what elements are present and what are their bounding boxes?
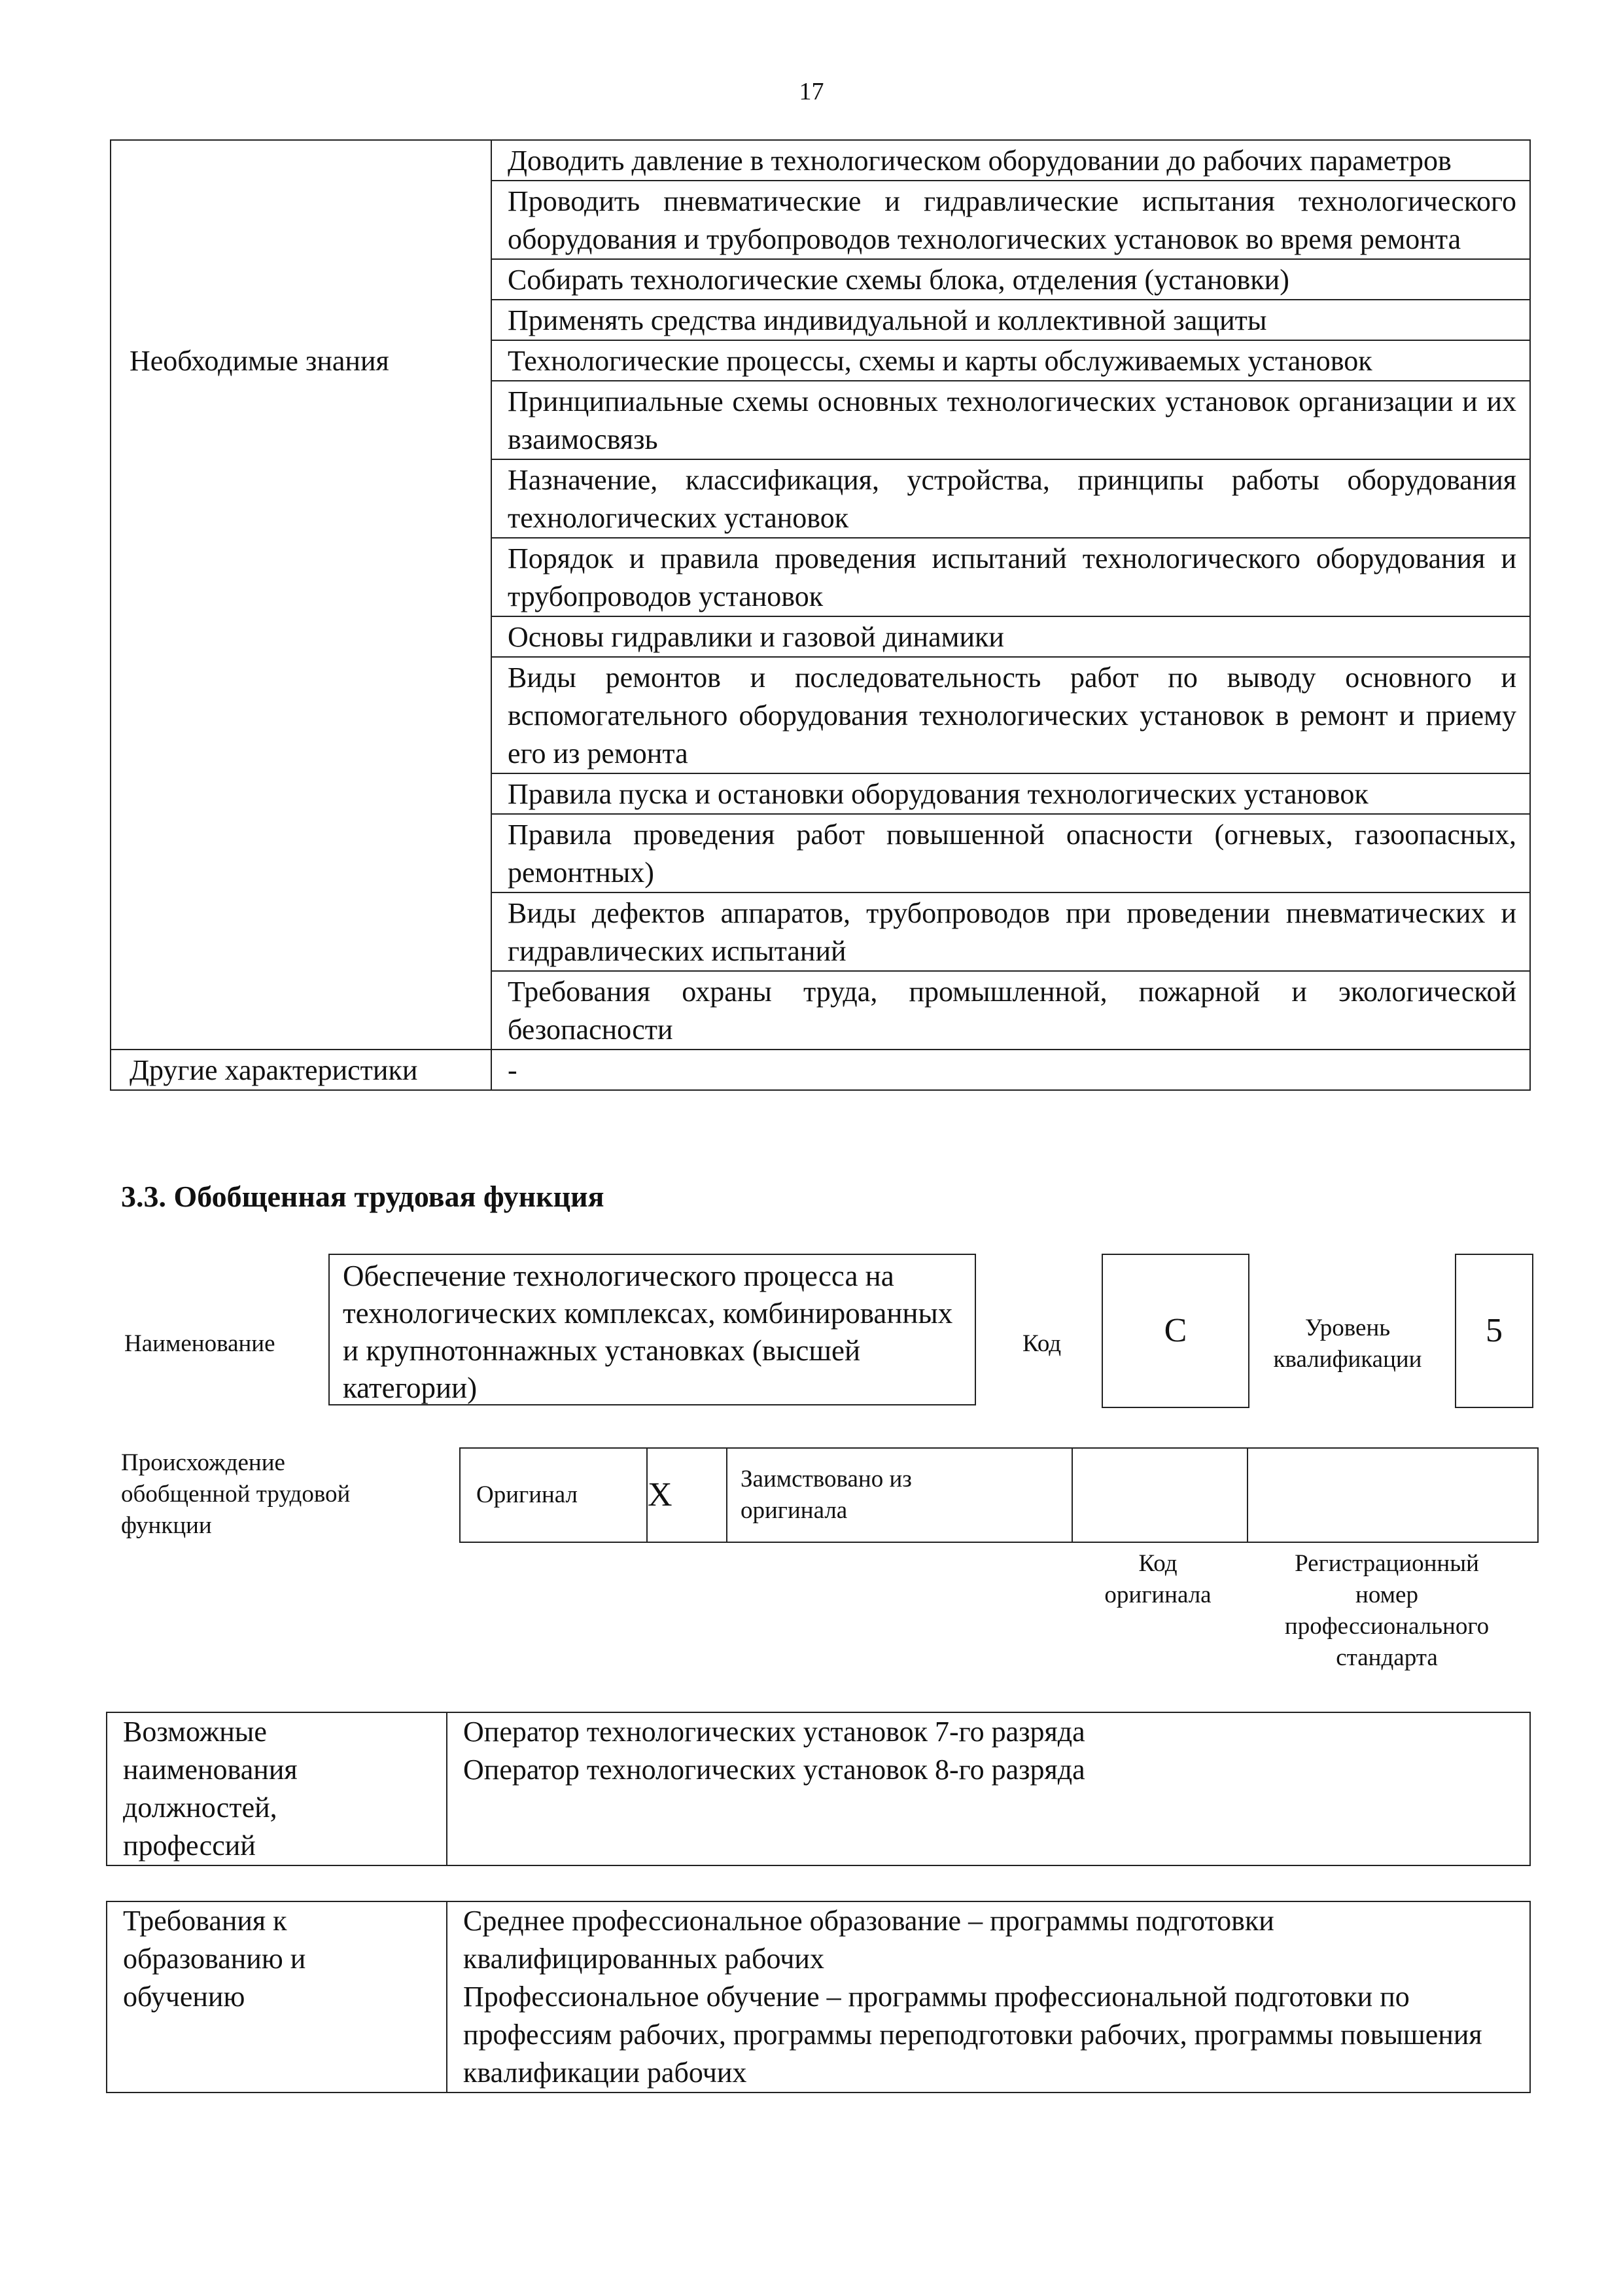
- caption-line: Регистрационный: [1295, 1550, 1479, 1577]
- table-row: [111, 616, 1530, 657]
- table-row: [111, 657, 1530, 773]
- borrowed-line: оригинала: [741, 1497, 848, 1524]
- table-row: [111, 140, 1530, 181]
- label-line: профессий: [123, 1829, 256, 1862]
- row-text: Принципиальные схемы основных технологических установок организации и их взаимосвязь: [491, 381, 1530, 459]
- caption-line: стандарта: [1336, 1644, 1438, 1671]
- level-label-line: Уровень: [1304, 1315, 1391, 1341]
- education-item: Профессиональное обучение – программы профессиональной подготовки по профессиям рабочих, программы переподготовки рабочих, программы повышения квалификации рабочих: [463, 1981, 1482, 2089]
- education-item: Среднее профессиональное образование – программы подготовки квалифицированных рабочих: [463, 1905, 1274, 1975]
- row-label: [111, 773, 491, 814]
- caption-line: номер: [1355, 1581, 1418, 1608]
- label-line: Требования к: [123, 1905, 287, 1937]
- row-label: [111, 657, 491, 773]
- label-line: должностей,: [123, 1792, 277, 1824]
- origin-label: [121, 1447, 350, 1542]
- row-text: Правила проведения работ повышенной опасности (огневых, газоопасных, ремонтных): [491, 814, 1530, 892]
- row-text: Назначение, классификация, устройства, принципы работы оборудования технологических установок: [491, 459, 1530, 538]
- row-label: [111, 892, 491, 971]
- label-line: Возможные: [123, 1716, 267, 1748]
- table-row: [111, 300, 1530, 340]
- caption-registration-number: [1243, 1548, 1531, 1674]
- row-label: [111, 259, 491, 300]
- other-characteristics-label: Другие характеристики: [111, 1050, 491, 1090]
- row-text: Технологические процессы, схемы и карты обслуживаемых установок: [491, 340, 1530, 381]
- table-row: [111, 459, 1530, 538]
- caption-original-code: [1073, 1548, 1243, 1611]
- position-item: Оператор технологических установок 7-го разряда: [463, 1716, 1085, 1748]
- level-value-box: 5: [1455, 1254, 1533, 1408]
- row-label: [111, 381, 491, 459]
- caption-line: профессионального: [1284, 1613, 1490, 1640]
- row-text: Требования охраны труда, промышленной, пожарной и экологической безопасности: [491, 971, 1530, 1050]
- level-label-line: квалификации: [1273, 1346, 1422, 1373]
- function-name-box: Обеспечение технологического процесса на технологических комплексах, комбинированных и крупнотоннажных установках (высшей категории): [328, 1254, 976, 1405]
- original-cell: Оригинал: [460, 1448, 647, 1542]
- row-text: Проводить пневматические и гидравлические испытания технологического оборудования и трубопроводов технологических установок во время ремонта: [491, 181, 1530, 259]
- row-text: -: [491, 1050, 1530, 1090]
- original-mark: Х: [647, 1448, 727, 1542]
- row-text: Основы гидравлики и газовой динамики: [491, 616, 1530, 657]
- row-label: [111, 300, 491, 340]
- positions-label: [107, 1712, 447, 1865]
- row-label: [111, 971, 491, 1050]
- row-text: Виды ремонтов и последовательность работ по выводу основного и вспомогательного оборудования технологических установок в ремонт и приему его из ремонта: [491, 657, 1530, 773]
- section-title: 3.3. Обобщенная трудовая функция: [121, 1180, 604, 1213]
- original-code-cell: [1072, 1448, 1248, 1542]
- row-label: [111, 140, 491, 181]
- label-line: образованию и: [123, 1943, 306, 1975]
- caption-line: оригинала: [1104, 1581, 1212, 1608]
- row-text: Порядок и правила проведения испытаний технологического оборудования и трубопроводов установок: [491, 538, 1530, 616]
- origin-label-line: Происхождение: [121, 1449, 285, 1476]
- level-label: [1263, 1313, 1433, 1375]
- table-row: [111, 773, 1530, 814]
- row-text: Собирать технологические схемы блока, отделения (установки): [491, 259, 1530, 300]
- row-label: [111, 459, 491, 538]
- education-values: [447, 1901, 1530, 2093]
- row-text: Доводить давление в технологическом оборудовании до рабочих параметров: [491, 140, 1530, 181]
- education-table: [106, 1901, 1531, 2093]
- origin-label-line: функции: [121, 1512, 212, 1539]
- table-row: [111, 340, 1530, 381]
- page-number: 17: [799, 78, 824, 105]
- code-value-box: С: [1102, 1254, 1249, 1408]
- label-line: обучению: [123, 1981, 245, 2013]
- table-row: [111, 892, 1530, 971]
- table-row: [111, 381, 1530, 459]
- label-line: наименования: [123, 1754, 298, 1786]
- origin-label-line: обобщенной трудовой: [121, 1481, 351, 1508]
- knowledge-label: Необходимые знания: [111, 340, 491, 381]
- row-label: [111, 538, 491, 616]
- row-label: [111, 814, 491, 892]
- table-row: [111, 814, 1530, 892]
- row-text: Виды дефектов аппаратов, трубопроводов при проведении пневматических и гидравлических испытаний: [491, 892, 1530, 971]
- caption-line: Код: [1138, 1550, 1178, 1577]
- table-row: [111, 181, 1530, 259]
- borrowed-line: Заимствовано из: [741, 1466, 912, 1492]
- education-label: [107, 1901, 447, 2093]
- positions-table: [106, 1712, 1531, 1866]
- table-row: [111, 971, 1530, 1050]
- skills-knowledge-table: [110, 139, 1531, 1091]
- table-row: [111, 259, 1530, 300]
- code-label: Код: [1022, 1330, 1062, 1357]
- positions-values: [447, 1712, 1530, 1865]
- name-label: Наименование: [124, 1330, 275, 1357]
- row-label: [111, 181, 491, 259]
- row-text: Применять средства индивидуальной и коллективной защиты: [491, 300, 1530, 340]
- borrowed-cell: [727, 1448, 1072, 1542]
- row-text: Правила пуска и остановки оборудования технологических установок: [491, 773, 1530, 814]
- table-row: [111, 1050, 1530, 1090]
- origin-table: [459, 1447, 1539, 1543]
- table-row: [111, 538, 1530, 616]
- registration-number-cell: [1248, 1448, 1538, 1542]
- position-item: Оператор технологических установок 8-го разряда: [463, 1754, 1085, 1786]
- row-label: [111, 616, 491, 657]
